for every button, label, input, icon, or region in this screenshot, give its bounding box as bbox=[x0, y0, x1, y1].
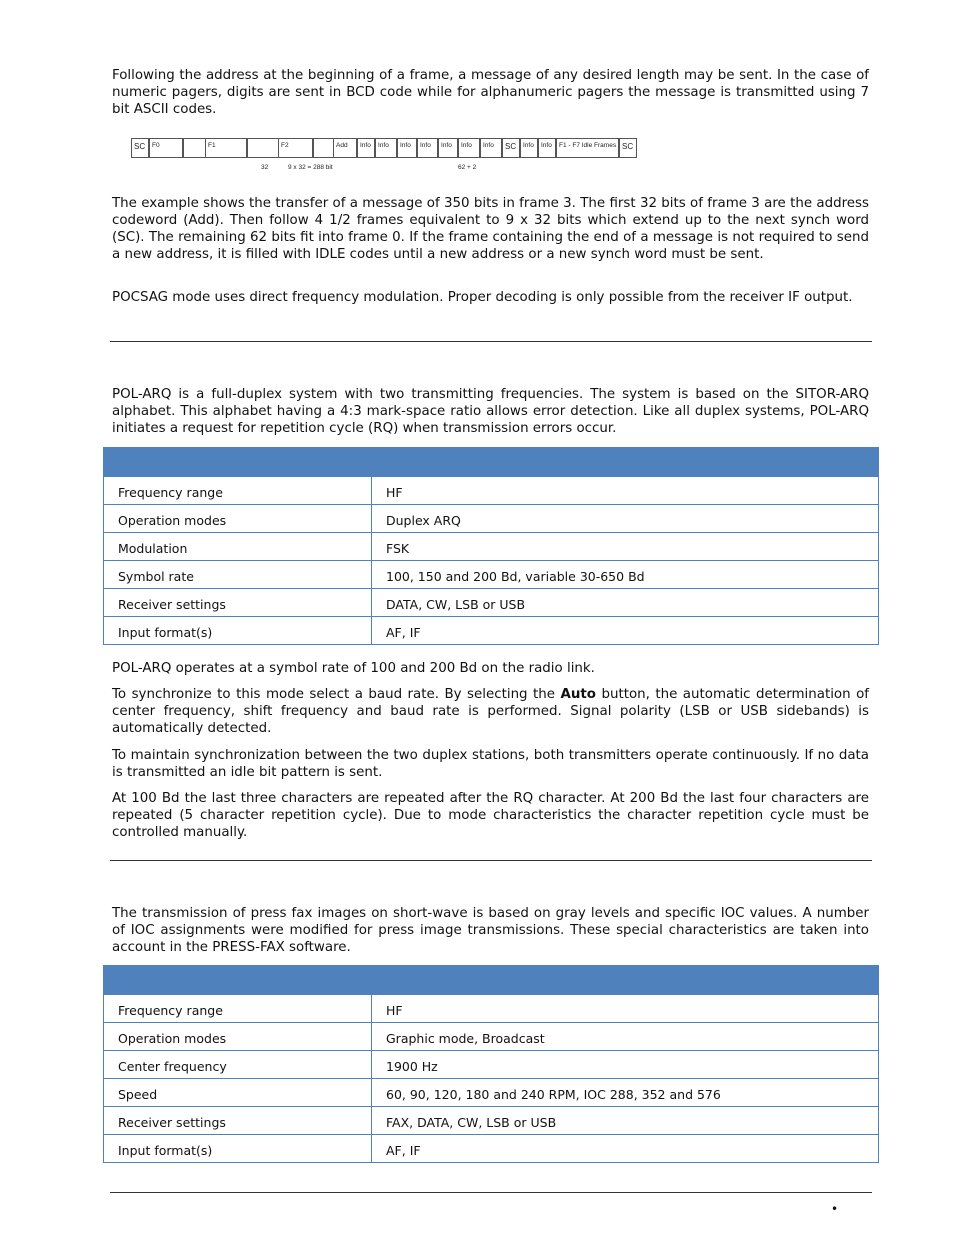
table-row bbox=[104, 533, 879, 561]
table-key-cell: Receiver settings bbox=[104, 589, 372, 617]
polarq-intro-paragraph: POL-ARQ is a full-duplex system with two transmitting frequencies. The system is based on the SITOR-ARQ alphabet. This alphabet having a 4:3 mark-space ratio allows error detection. Like all duplex systems, POL-ARQ initiates a request for repetition cycle (RQ) when transmission errors occur. bbox=[112, 387, 869, 436]
polarq-duplex-paragraph: To maintain synchronization between the two duplex stations, both transmitters operate continuously. If no data is transmitted an idle bit pattern is sent. bbox=[112, 748, 869, 780]
pressfax-intro-paragraph: The transmission of press fax images on short-wave is based on gray levels and specific IOC values. A number of IOC assignments were modified for press image transmissions. These special characteristics are taken into account in the PRESS-FAX software. bbox=[112, 906, 869, 955]
diagram-cell: SC bbox=[502, 138, 520, 158]
table-header-cell bbox=[372, 448, 879, 477]
table-key-cell: Symbol rate bbox=[104, 561, 372, 589]
table-row bbox=[104, 1051, 879, 1079]
table-row bbox=[104, 1135, 879, 1163]
diagram-cell bbox=[247, 138, 278, 158]
polarq-repetition-paragraph: At 100 Bd the last three characters are repeated after the RQ character. At 200 Bd the last four characters are repeated (5 character repetition cycle). Due to mode characteristics the character repetition cycle must be controlled manually. bbox=[112, 791, 869, 840]
pocsag-modulation-paragraph: POCSAG mode uses direct frequency modulation. Proper decoding is only possible from the receiver IF output. bbox=[112, 290, 853, 305]
pocsag-example-paragraph: The example shows the transfer of a message of 350 bits in frame 3. The first 32 bits of frame 3 are the address codeword (Add). Then follow 4 1/2 frames equivalent to 9 x 32 bits which extend up to the next synch word (SC). The remaining 62 bits fit into frame 0. If the frame containing the end of a message is not required to send a new address, it is filled with IDLE codes until a new address or a new synch word must be sent. bbox=[112, 196, 869, 262]
table-value-cell: 60, 90, 120, 180 and 240 RPM, IOC 288, 352 and 576 bbox=[372, 1079, 879, 1107]
section-divider bbox=[110, 341, 872, 342]
table-key-cell: Frequency range bbox=[104, 477, 372, 505]
table-value-cell: FSK bbox=[372, 533, 879, 561]
table-row bbox=[104, 1023, 879, 1051]
diagram-caption: 9 x 32 = 288 bit bbox=[288, 164, 333, 171]
footer-bullet: • bbox=[831, 1202, 839, 1216]
table-row bbox=[104, 477, 879, 505]
diagram-caption: 62 + 2 bbox=[458, 164, 477, 171]
diagram-cell: Info bbox=[438, 138, 458, 158]
table-row bbox=[104, 589, 879, 617]
diagram-cell: Info bbox=[397, 138, 417, 158]
table-value-cell: Graphic mode, Broadcast bbox=[372, 1023, 879, 1051]
polarq-rate-paragraph: POL-ARQ operates at a symbol rate of 100 and 200 Bd on the radio link. bbox=[112, 661, 595, 676]
table-value-cell: Duplex ARQ bbox=[372, 505, 879, 533]
table-key-cell: Speed bbox=[104, 1079, 372, 1107]
table-key-cell: Modulation bbox=[104, 533, 372, 561]
diagram-cell: Info bbox=[357, 138, 375, 158]
pocsag-frame-diagram bbox=[131, 138, 634, 174]
diagram-cell: Info bbox=[538, 138, 556, 158]
polarq-spec-table bbox=[103, 447, 879, 645]
diagram-cell: F0 bbox=[149, 138, 183, 158]
auto-button-label: Auto bbox=[560, 687, 596, 702]
table-header-cell bbox=[372, 966, 879, 995]
diagram-cell: Info bbox=[375, 138, 397, 158]
table-key-cell: Input format(s) bbox=[104, 617, 372, 645]
table-key-cell: Operation modes bbox=[104, 505, 372, 533]
diagram-cell bbox=[313, 138, 333, 158]
table-header-cell bbox=[104, 448, 372, 477]
table-key-cell: Receiver settings bbox=[104, 1107, 372, 1135]
table-row bbox=[104, 1079, 879, 1107]
pocsag-message-paragraph: Following the address at the beginning of a frame, a message of any desired length may be sent. In the case of numeric pagers, digits are sent in BCD code while for alphanumeric pagers the message is transmitted using 7 bit ASCII codes. bbox=[112, 68, 869, 117]
table-value-cell: FAX, DATA, CW, LSB or USB bbox=[372, 1107, 879, 1135]
section-divider bbox=[110, 860, 872, 861]
table-value-cell: 100, 150 and 200 Bd, variable 30-650 Bd bbox=[372, 561, 879, 589]
table-key-cell: Frequency range bbox=[104, 995, 372, 1023]
diagram-cell: SC bbox=[619, 138, 637, 158]
diagram-cell: Add bbox=[333, 138, 357, 158]
diagram-cell: SC bbox=[131, 138, 149, 158]
diagram-cell: Info bbox=[417, 138, 438, 158]
diagram-cell: Info bbox=[458, 138, 480, 158]
table-row bbox=[104, 561, 879, 589]
table-value-cell: 1900 Hz bbox=[372, 1051, 879, 1079]
table-value-cell: HF bbox=[372, 477, 879, 505]
diagram-cell: F1 bbox=[205, 138, 247, 158]
table-value-cell: HF bbox=[372, 995, 879, 1023]
polarq-sync-paragraph: To synchronize to this mode select a baud rate. By selecting the Auto button, the automatic determination of center frequency, shift frequency and baud rate is performed. Signal polarity (LSB or USB sidebands) is automatically detected. bbox=[112, 687, 869, 736]
table-key-cell: Operation modes bbox=[104, 1023, 372, 1051]
table-header-cell bbox=[104, 966, 372, 995]
diagram-cell: F2 bbox=[278, 138, 313, 158]
table-value-cell: DATA, CW, LSB or USB bbox=[372, 589, 879, 617]
table-row bbox=[104, 617, 879, 645]
table-key-cell: Input format(s) bbox=[104, 1135, 372, 1163]
diagram-caption: 32 bbox=[261, 164, 269, 171]
diagram-cell bbox=[183, 138, 205, 158]
table-row bbox=[104, 995, 879, 1023]
diagram-cell: F1 - F7 Idle Frames bbox=[556, 138, 619, 158]
pressfax-spec-table bbox=[103, 965, 879, 1163]
table-value-cell: AF, IF bbox=[372, 1135, 879, 1163]
table-value-cell: AF, IF bbox=[372, 617, 879, 645]
table-key-cell: Center frequency bbox=[104, 1051, 372, 1079]
footer-divider bbox=[110, 1192, 872, 1193]
diagram-cell: Info bbox=[520, 138, 538, 158]
table-row bbox=[104, 505, 879, 533]
diagram-cell: Info bbox=[480, 138, 502, 158]
table-row bbox=[104, 1107, 879, 1135]
